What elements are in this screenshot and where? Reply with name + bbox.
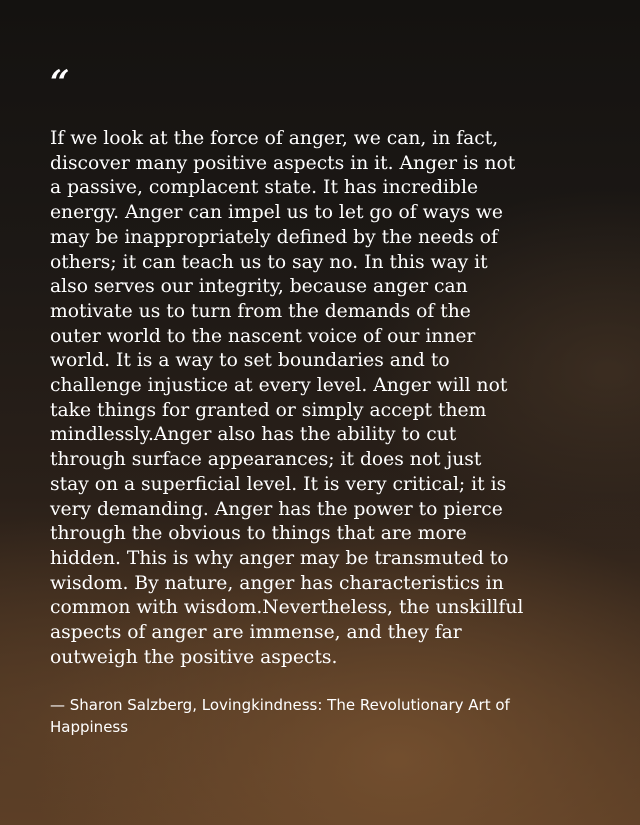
quote-attribution: — Sharon Salzberg, Lovingkindness: The Revolutionary Art of Happiness bbox=[50, 696, 510, 736]
quote-text: If we look at the force of anger, we can, in fact, discover many positive aspects in it. Anger is not a passive, complacent state. It has incredible energy. Anger can impel us to let go of ways we may be inappropriately defined by the needs of others; it can teach us to say no. In this way it also serves our integrity, because anger can motivate us to turn from the demands of the outer world to the nascent voice of our inner world. It is a way to set boundaries and to challenge injustice at every level. Anger will not take things for granted or simply accept them mindlessly.Anger also has the ability to cut through surface appearances; it does not just stay on a superficial level. It is very critical; it is very demanding. Anger has the power to pierce through the obvious to things that are more hidden. This is why anger may be transmuted to wisdom. By nature, anger has characteristics in common with wisdom.Nevertheless, the unskillful aspects of anger are immense, and they far outweigh the positive aspects. bbox=[50, 128, 524, 668]
quotation-mark-icon: “ bbox=[50, 63, 70, 103]
